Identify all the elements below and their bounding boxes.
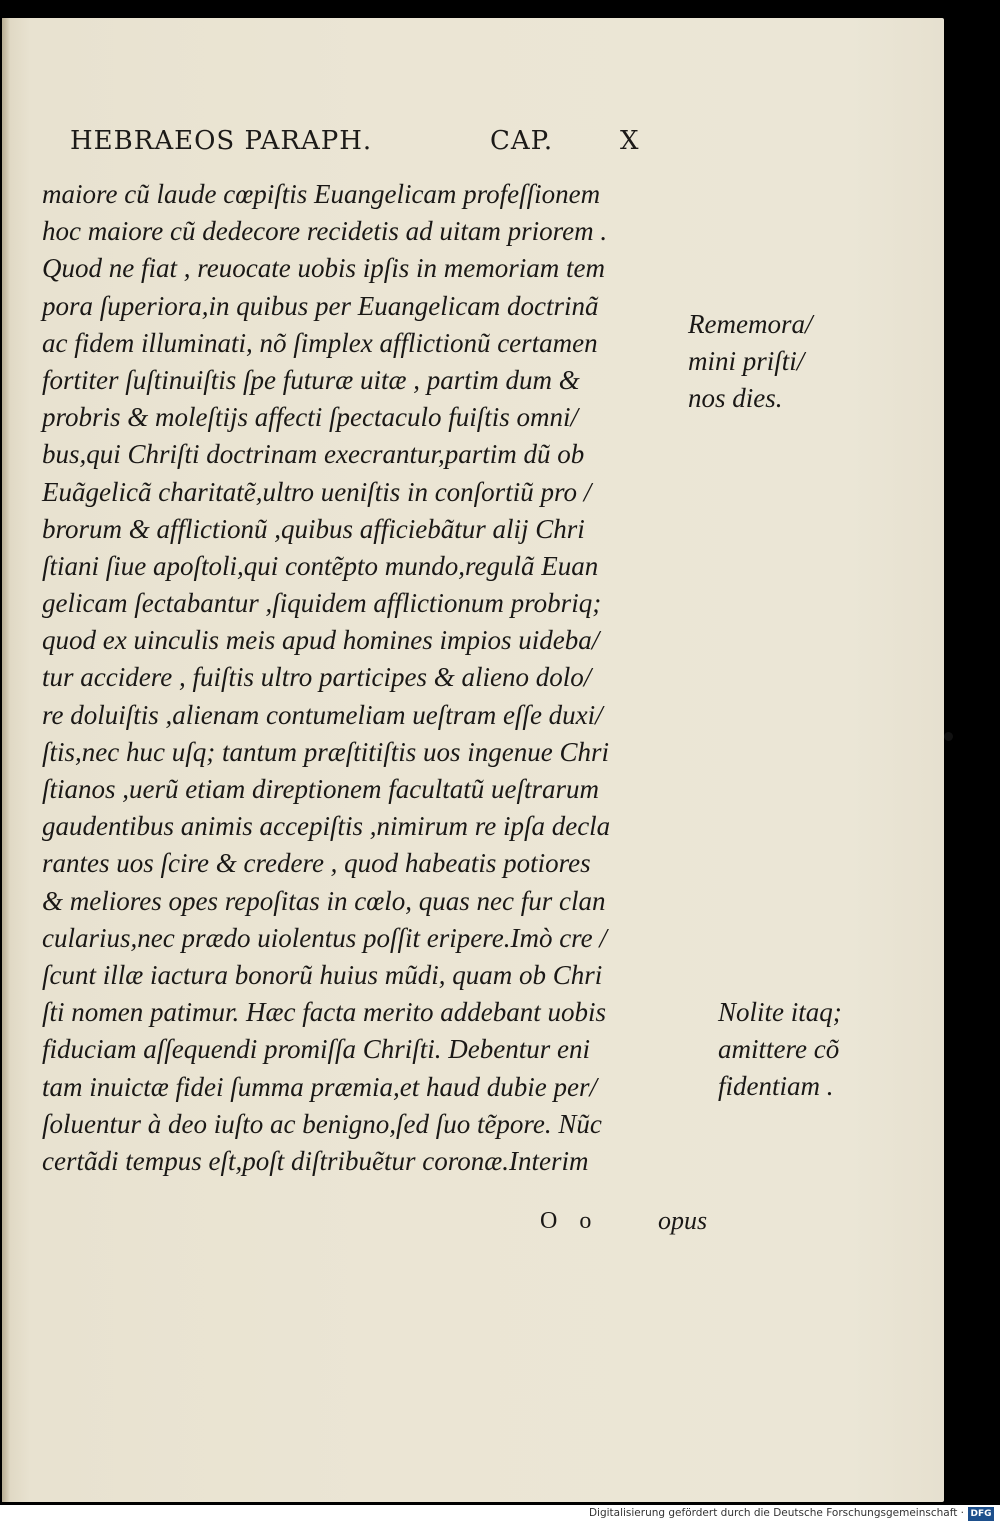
text-line: gaudentibus animis accepiſtis ,nimirum re ipſa decla [42,811,611,842]
text-line: ſti nomen patimur. Hæc facta merito addebant uobis [42,997,606,1028]
text-line: gelicam ſectabantur ,ſiquidem afflictionum probriq; [42,588,602,619]
text-line: quod ex uinculis meis apud homines impios uideba/ [42,625,600,656]
text-line: Euãgelicã charitatẽ,ultro ueniſtis in conſortiũ pro / [42,476,592,507]
text-line: fiduciam aſſequendi promiſſa Chriſti. Debentur eni [42,1034,590,1065]
text-line: tur accidere , fuiſtis ultro participes & alieno dolo/ [42,662,592,693]
text-line: ac fidem illuminati, nõ ſimplex afflictionũ certamen [42,327,598,358]
margin-note-line: Rememora/ [688,309,813,339]
text-line: ſtiani ſiue apoſtoli,qui contẽpto mundo,regulã Euan [42,550,599,581]
text-line: tam inuictæ fidei ſumma præmia,et haud dubie per/ [42,1071,597,1102]
main-text [42,176,722,1180]
text-line: & meliores opes repoſitas in cœlo, quas nec fur clan [42,885,606,916]
margin-note-line: mini priſti/ [688,346,805,376]
text-line: bus,qui Chriſti doctrinam execrantur,partim dũ ob [42,439,585,470]
margin-note-line: amittere cõ [718,1034,840,1064]
header-cap: CAP. [490,126,554,156]
header-chapter-number: X [620,126,640,156]
running-header [70,126,640,162]
margin-note-line: Nolite itaq; [718,997,842,1027]
text-line: fortiter ſuſtinuiſtis ſpe futuræ uitæ , partim dum & [42,364,580,395]
text-line: ſoluentur à deo iuſto ac benigno,ſed ſuo tẽpore. Nũc [42,1108,602,1139]
text-line: Quod ne fiat , reuocate uobis ipſis in memoriam tem [42,253,605,284]
text-line: pora ſuperiora,in quibus per Euangelicam doctrinã [42,290,599,321]
text-line: ſtis,nec huc uſq; tantum præſtitiſtis uos ingenue Chri [42,736,609,767]
text-line: hoc maiore cũ dedecore recidetis ad uitam priorem . [42,216,608,247]
text-line: ſtianos ,uerũ etiam direptionem facultatũ ueſtrarum [42,774,599,804]
text-line: probris & moleſtijs affecti ſpectaculo fuiſtis omni/ [42,402,578,433]
text-line: cularius,nec prædo uiolentus poſſit eripere.Imò cre / [42,922,607,953]
footer-credit-text: Digitalisierung gefördert durch die Deutsche Forschungsgemeinschaft · [588,1507,964,1519]
text-line: re doluiſtis ,alienam contumeliam ueſtram eſſe duxi/ [42,699,603,730]
footer-bar [0,1505,1000,1524]
dfg-logo-icon: DFG [968,1507,994,1521]
margin-note-line: fidentiam . [718,1071,834,1101]
margin-note-line: nos dies. [688,383,783,413]
text-line: ſcunt illæ iactura bonorũ huius mũdi, quam ob Chri [42,959,603,990]
signature-mark: O o [540,1208,600,1234]
book-page [2,18,944,1502]
text-line: rantes uos ſcire & credere , quod habeatis potiores [42,848,591,879]
page-edge-mark [944,732,953,741]
margin-note-nolite [718,994,842,1105]
header-title: HEBRAEOS PARAPH. [70,126,373,156]
text-line: certãdi tempus eſt,poſt diſtribuẽtur coronæ.Interim [42,1145,589,1176]
text-line: brorum & afflictionũ ,quibus afficiebãtur alij Chri [42,513,585,544]
margin-note-rememoramini [688,306,812,417]
text-line: maiore cũ laude cœpiſtis Euangelicam profeſſionem [42,179,601,209]
catchword: opus [658,1206,708,1235]
